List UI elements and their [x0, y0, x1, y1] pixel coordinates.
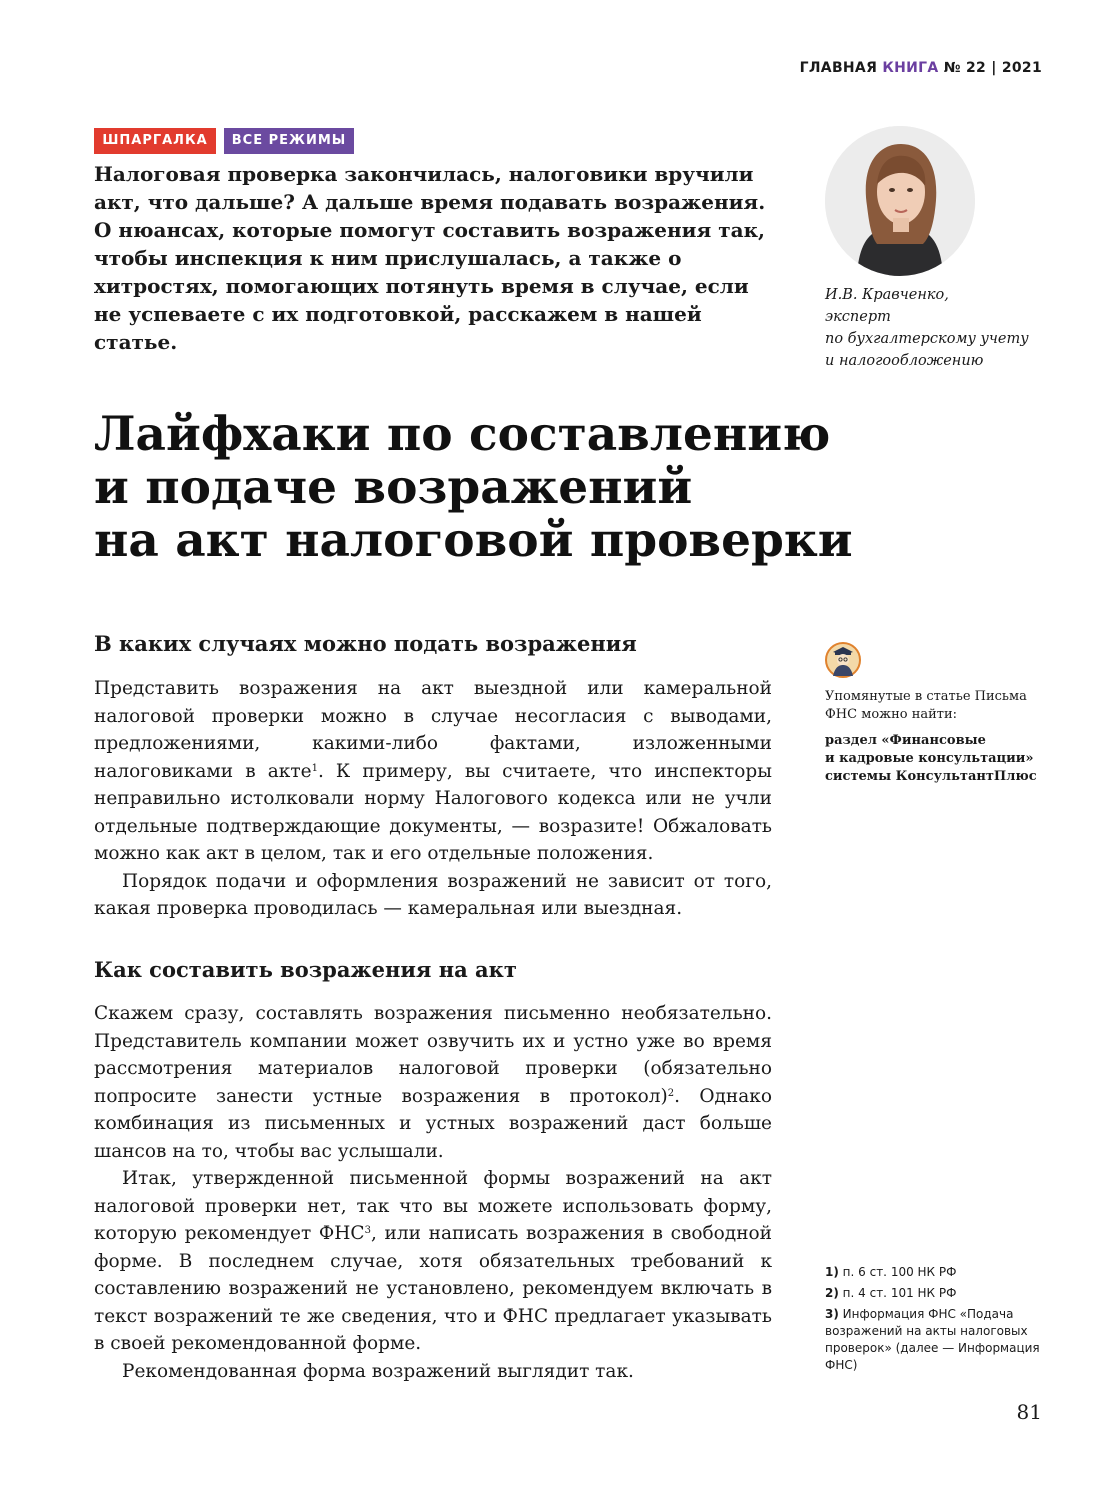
page-number: 81	[1016, 1400, 1042, 1424]
tag-all-regimes: ВСЕ РЕЖИМЫ	[224, 128, 354, 154]
author-info	[825, 284, 1045, 372]
note-bold-line: и кадровые консультации»	[825, 751, 1034, 766]
note-line: ФНС можно найти:	[825, 707, 958, 722]
note-bold-line: раздел «Финансовые	[825, 733, 986, 748]
paragraph-text: Представить возражения на акт выездной или камеральной налоговой проверки можно в случае несогласия с выводами, предложениями, какими-либо фактами, изложенными налоговиками в акте	[94, 678, 772, 782]
paragraph: Рекомендованная форма возражений выглядит так.	[122, 1360, 634, 1382]
tag-cheatsheet: ШПАРГАЛКА	[94, 128, 216, 154]
issue-number: № 22 | 2021	[943, 60, 1042, 76]
footnote-text: п. 6 ст. 100 НК РФ	[842, 1265, 957, 1279]
author-photo	[825, 126, 975, 276]
footnote-ref[interactable]: 2	[667, 1087, 675, 1099]
footnote	[825, 1264, 1055, 1281]
section-2-body	[94, 1000, 772, 1385]
footnote-ref[interactable]: 3	[364, 1225, 371, 1236]
footnote	[825, 1285, 1055, 1302]
paragraph-text: . Однако комбинация из письменных и устных возражений даст больше шансов на то, чтобы вас услышали.	[94, 1085, 772, 1162]
footnote-ref[interactable]: 1	[311, 762, 318, 774]
section-1-body	[94, 675, 772, 923]
consultant-icon	[825, 642, 861, 678]
footnote-number: 2)	[825, 1286, 839, 1300]
author-name: И.В. Кравченко,	[825, 287, 949, 303]
lead-paragraph	[94, 160, 774, 356]
paragraph	[94, 1165, 772, 1358]
paragraph	[94, 1000, 772, 1165]
paragraph	[94, 675, 772, 868]
author-portrait-icon	[825, 126, 975, 276]
article-title	[94, 408, 894, 567]
author-role: эксперт	[825, 309, 891, 325]
note-bold-line: системы КонсультантПлюс	[825, 769, 1037, 784]
paragraph-text: , или написать возражения в свободной форме. В последнем случае, хотя обязательных требований к составлению возражений не установлено, рекомендуем включать в текст возражений те же сведения, что и ФНС предлагает указывать в своей рекомендованной форме.	[94, 1223, 773, 1354]
magazine-name: ГЛАВНАЯ	[799, 60, 878, 76]
paragraph-text: . К примеру, вы считаете, что инспекторы неправильно истолковали норму Налогового кодекса или не учли отдельные подтверждающие документы, — возразите! Обжаловать можно как акт в целом, так и его отдельные положения.	[94, 760, 772, 864]
author-role: по бухгалтерскому учету	[825, 331, 1029, 347]
footnotes	[825, 1264, 1055, 1378]
footnote-number: 3)	[825, 1307, 839, 1321]
running-header	[800, 60, 1042, 76]
footnote-text: Информация ФНС «Подача возражений на акты налоговых проверок» (далее — Информация ФНС)	[825, 1307, 1040, 1372]
author-role: и налогообложению	[825, 353, 984, 369]
margin-note	[825, 688, 1055, 786]
paragraph-text: Итак, утвержденной письменной формы возражений на акт налоговой проверки нет, так что вы можете использовать форму, которую рекомендует ФНС	[94, 1168, 772, 1244]
paragraph-text: Скажем сразу, составлять возражения письменно необязательно. Представитель компании может озвучить их и устно уже во время рассмотрения материалов налоговой проверки (обязательно попросите занести устные возражения в протокол)	[94, 1003, 772, 1107]
footnote-text: п. 4 ст. 101 НК РФ	[842, 1286, 957, 1300]
title-line: на акт налоговой проверки	[94, 513, 853, 568]
section-heading: Как составить возражения на акт	[94, 957, 517, 982]
section-heading: В каких случаях можно подать возражения	[94, 631, 637, 656]
footnote	[825, 1306, 1055, 1374]
magazine-name-accent: КНИГА	[882, 60, 939, 76]
title-line: Лайфхаки по составлению	[94, 407, 831, 462]
footnote-number: 1)	[825, 1265, 839, 1279]
note-line: Упомянутые в статье Письма	[825, 689, 1027, 704]
paragraph: Порядок подачи и оформления возражений не зависит от того, какая проверка проводилась — камеральная или выездная.	[94, 870, 772, 919]
lead-text: Налоговая проверка закончилась, налоговики вручили акт, что дальше? А дальше время подавать возражения. О нюансах, которые помогут составить возражения так, чтобы инспекция к ним прислушалась, а также о хитростях, помогающих потянуть время в случае, если не успеваете с их подготовкой, расскажем в нашей статье.	[94, 162, 766, 354]
title-line: и подаче возражений	[94, 460, 693, 515]
